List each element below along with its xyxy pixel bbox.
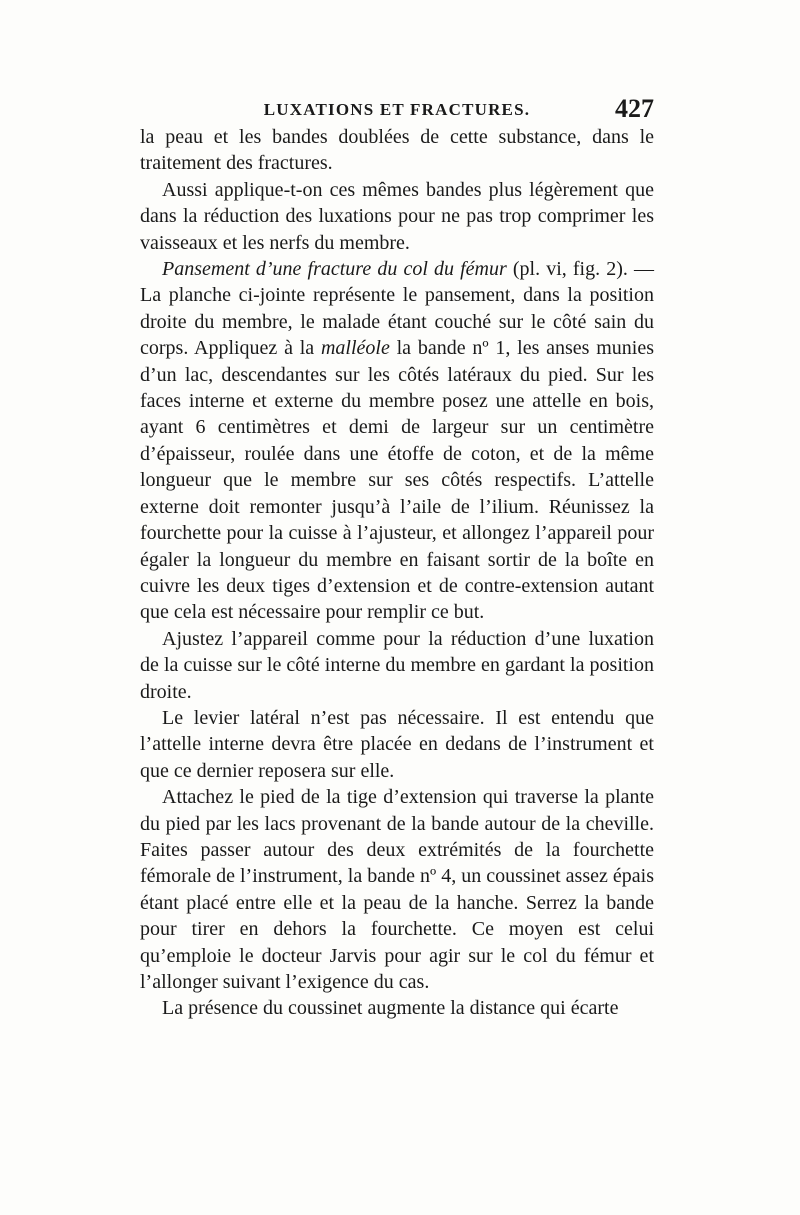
paragraph-extension-rod: Attachez le pied de la tige d’extension qui traverse la plante du pied par les lacs provenant de la bande autour de la cheville. Faites passer autour des deux extrémités de la fourchette fémorale de l’instrument, la bande nº 4, un coussinet assez épais étant placé entre elle et la peau de la hanche. Serrez la bande pour tirer en dehors la fourchette. Ce moyen est celui qu’emploie le docteur Jarvis pour agir sur le col du fémur et l’allonger suivant l’exigence du cas. <box>140 786 654 993</box>
paragraph-cushion: La présence du coussinet augmente la distance qui écarte <box>162 997 619 1020</box>
paragraph-bandages: Aussi applique-t-on ces mêmes bandes plus légèrement que dans la réduction des luxations pour ne pas trop comprimer les vaisseaux et les nerfs du membre. <box>140 178 654 254</box>
body-text <box>140 124 654 1022</box>
paragraph-continuation: la peau et les bandes doublées de cette substance, dans le traitement des fractures. <box>140 126 654 175</box>
running-head <box>140 94 654 124</box>
paragraph-femur-dressing <box>140 256 654 626</box>
paragraph-adjust-apparatus: Ajustez l’appareil comme pour la réduction d’une luxation de la cuisse sur le côté interne du membre en gardant la position droite. <box>140 627 654 703</box>
paragraph-text: la bande nº 1, les anses munies d’un lac, descendantes sur les côtés latéraux du pied. Sur les faces interne et externe du membre posez une attelle en bois, ayant 6 centimètres et demi de largeur sur un centimètre d’épaisseur, roulée dans une étoffe de coton, et de la même longueur que le membre sur ses côtés respectifs. L’attelle externe doit remonter jusqu’à l’aile de l’ilium. Réunissez la fourchette pour la cuisse à l’ajusteur, et allongez l’appareil pour égaler la longueur du membre en faisant sortir de la boîte en cuivre les deux tiges d’extension et de contre-extension autant que cela est nécessaire pour remplir ce but. <box>140 337 655 624</box>
running-title: LUXATIONS ET FRACTURES. <box>263 100 531 119</box>
paragraph-lateral-lever: Le levier latéral n’est pas nécessaire. Il est entendu que l’attelle interne devra être placée en dedans de l’instrument et que ce dernier reposera sur elle. <box>140 706 654 782</box>
paragraph-text: (pl. vi, fig. 2). — La planche ci-jointe représente le pansement, dans la position droite du membre, le malade étant couché sur le côté sain du corps. Appliquez à la <box>140 258 655 360</box>
page-number: 427 <box>615 94 654 123</box>
italic-term: malléole <box>320 337 390 360</box>
section-heading: Pansement d’une fracture du col du fémur <box>162 258 507 281</box>
